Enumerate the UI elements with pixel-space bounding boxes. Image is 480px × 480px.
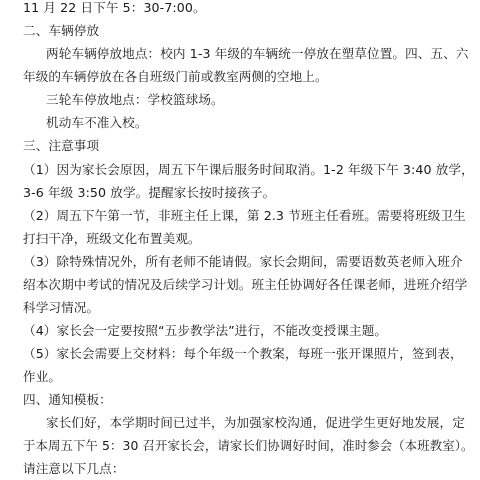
paragraph-line: （3）除特殊情况外，所有老师不能请假。家长会期间，需要语数英老师入班介	[23, 254, 463, 269]
paragraph-line: （5）家长会需要上交材料：每个年级一个教案，每班一张开课照片，签到表，	[23, 346, 463, 361]
paragraph-line: 科学习情况。	[23, 300, 100, 315]
paragraph-line: 家长们好，本学期时间已过半，为加强家校沟通，促进学生更好地发展，定	[46, 415, 465, 430]
section-heading-notes: 三、注意事项	[23, 138, 100, 153]
paragraph-line: （1）因为家长会原因，周五下午课后服务时间取消。1-2 年级下午 3:40 放学，	[23, 162, 474, 177]
paragraph-line: 绍本次期中考试的情况及后续学习计划。班主任协调好各任课老师，进班介绍学	[23, 277, 468, 292]
paragraph-line: 作业。	[23, 369, 62, 384]
paragraph-line: 两轮车辆停放地点：校内 1-3 年级的车辆统一停放在塑草位置。四、五、六	[46, 46, 469, 61]
paragraph-line: 年级的车辆停放在各自班级门前或教室两侧的空地上。	[23, 69, 328, 84]
section-heading-vehicle-parking: 二、车辆停放	[23, 23, 100, 38]
paragraph-line: （2）周五下午第一节，非班主任上课，第 2.3 节班主任看班。需要将班级卫生	[23, 208, 466, 223]
paragraph-line: 请注意以下几点：	[23, 461, 125, 476]
paragraph-line: 机动车不准入校。	[46, 115, 148, 130]
section-heading-notice-template: 四、通知模板：	[23, 392, 112, 407]
paragraph-line: 于本周五下午 5：30 召开家长会，请家长们协调好时间，准时参会（本班教室）。	[23, 438, 474, 453]
paragraph-line: （4）家长会一定要按照“五步教学法”进行，不能改变授课主题。	[23, 323, 388, 338]
paragraph-line: 3-6 年级 3:50 放学。提醒家长按时接孩子。	[23, 185, 276, 200]
meeting-time-line: 11 月 22 日下午 5：30-7:00。	[23, 0, 206, 15]
paragraph-line: 三轮车停放地点：学校篮球场。	[46, 92, 224, 107]
paragraph-line: 打扫干净，班级文化布置美观。	[23, 231, 201, 246]
